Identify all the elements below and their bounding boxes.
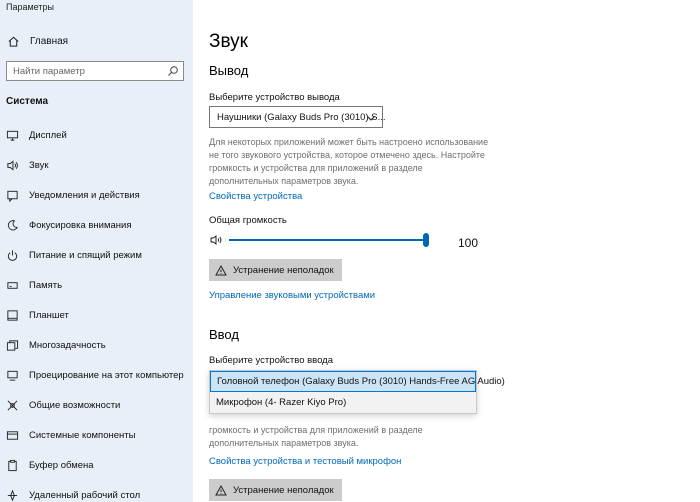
sidebar-item-notifications[interactable] bbox=[0, 180, 193, 210]
home-nav-item[interactable] bbox=[6, 34, 68, 48]
tablet-icon bbox=[5, 308, 19, 322]
sidebar-item-label: Многозадачность bbox=[29, 339, 106, 351]
search-icon bbox=[167, 65, 179, 77]
sidebar-nav bbox=[0, 120, 193, 502]
output-heading: Вывод bbox=[209, 63, 249, 78]
sidebar-item-clipboard[interactable] bbox=[0, 450, 193, 480]
sidebar-item-power[interactable] bbox=[0, 240, 193, 270]
search-input[interactable] bbox=[6, 61, 184, 81]
storage-icon bbox=[5, 278, 19, 292]
chevron-down-icon bbox=[366, 113, 376, 123]
dropdown-option[interactable]: Микрофон (4- Razer Kiyo Pro) bbox=[216, 397, 347, 408]
output-device-value: Наушники (Galaxy Buds Pro (3010) S... bbox=[217, 112, 386, 123]
sidebar-item-remote-desktop[interactable] bbox=[0, 480, 193, 502]
sidebar-item-display[interactable] bbox=[0, 120, 193, 150]
sidebar-item-label: Звук bbox=[29, 159, 49, 171]
warning-icon bbox=[215, 485, 227, 496]
sidebar-item-label: Память bbox=[29, 279, 63, 291]
page-title: Звук bbox=[209, 31, 248, 52]
projection-icon bbox=[5, 368, 19, 382]
sidebar-item-label: Системные компоненты bbox=[29, 429, 136, 441]
sidebar-item-storage[interactable] bbox=[0, 270, 193, 300]
components-icon bbox=[5, 428, 19, 442]
monitor-icon bbox=[5, 128, 19, 142]
sidebar-item-label: Проецирование на этот компьютер bbox=[29, 369, 184, 381]
notification-icon bbox=[5, 188, 19, 202]
sidebar-item-focus[interactable] bbox=[0, 210, 193, 240]
sidebar-item-components[interactable] bbox=[0, 420, 193, 450]
sidebar-item-label: Буфер обмена bbox=[29, 459, 94, 471]
sidebar-item-label: Уведомления и действия bbox=[29, 189, 140, 201]
home-label: Главная bbox=[30, 35, 69, 47]
input-device-dropdown[interactable] bbox=[209, 370, 505, 414]
remote-desktop-icon bbox=[5, 488, 19, 502]
sidebar-item-shared[interactable] bbox=[0, 390, 193, 420]
output-device-select[interactable] bbox=[209, 106, 386, 128]
output-troubleshoot-button[interactable] bbox=[209, 259, 342, 281]
output-description: Для некоторых приложений может быть настроено использование не того звукового устройства, которое отмечено здесь. Настройте громкость и устройства для приложений в разделе дополнительных параметров звука. bbox=[209, 137, 489, 186]
volume-label: Общая громкость bbox=[209, 215, 287, 226]
sidebar bbox=[0, 0, 193, 502]
output-properties-link[interactable]: Свойства устройства bbox=[209, 191, 303, 202]
sidebar-item-label: Дисплей bbox=[29, 129, 67, 141]
button-label: Устранение неполадок bbox=[233, 484, 334, 496]
sidebar-item-sound[interactable] bbox=[0, 150, 193, 180]
sidebar-item-label: Общие возможности bbox=[29, 399, 121, 411]
volume-slider-thumb[interactable] bbox=[423, 233, 429, 247]
clipboard-icon bbox=[5, 458, 19, 472]
multitasking-icon bbox=[5, 338, 19, 352]
sidebar-item-label: Планшет bbox=[29, 309, 69, 321]
warning-icon bbox=[215, 265, 227, 276]
input-device-label: Выберите устройство ввода bbox=[209, 355, 334, 366]
sidebar-item-tablet[interactable] bbox=[0, 300, 193, 330]
input-description: громкость и устройства для приложений в разделе дополнительных параметров звука. bbox=[209, 425, 423, 448]
output-device-label: Выберите устройство вывода bbox=[209, 92, 340, 103]
section-title: Система bbox=[6, 96, 49, 107]
power-icon bbox=[5, 248, 19, 262]
shared-icon bbox=[5, 398, 19, 412]
speaker-icon bbox=[5, 158, 19, 172]
sidebar-item-label: Удаленный рабочий стол bbox=[29, 489, 141, 501]
button-label: Устранение неполадок bbox=[233, 264, 334, 276]
sidebar-item-label: Фокусировка внимания bbox=[29, 219, 132, 231]
sidebar-item-multitasking[interactable] bbox=[0, 330, 193, 360]
input-troubleshoot-button[interactable] bbox=[209, 479, 342, 501]
manage-devices-link[interactable]: Управление звуковыми устройствами bbox=[209, 290, 376, 301]
volume-slider-track[interactable] bbox=[229, 239, 427, 241]
app-title: Параметры bbox=[6, 2, 54, 12]
main-content bbox=[193, 0, 700, 502]
volume-icon bbox=[210, 234, 223, 246]
moon-icon bbox=[5, 218, 19, 232]
search-placeholder: Найти параметр bbox=[13, 66, 85, 77]
input-heading: Ввод bbox=[209, 327, 239, 342]
home-icon bbox=[6, 34, 20, 48]
volume-value: 100 bbox=[458, 236, 479, 250]
input-properties-link[interactable]: Свойства устройства и тестовый микрофон bbox=[209, 456, 402, 467]
dropdown-option[interactable]: Головной телефон (Galaxy Buds Pro (3010) Hands-Free AG Audio) bbox=[210, 371, 476, 392]
sidebar-item-label: Питание и спящий режим bbox=[29, 249, 142, 261]
sidebar-item-projection[interactable] bbox=[0, 360, 193, 390]
